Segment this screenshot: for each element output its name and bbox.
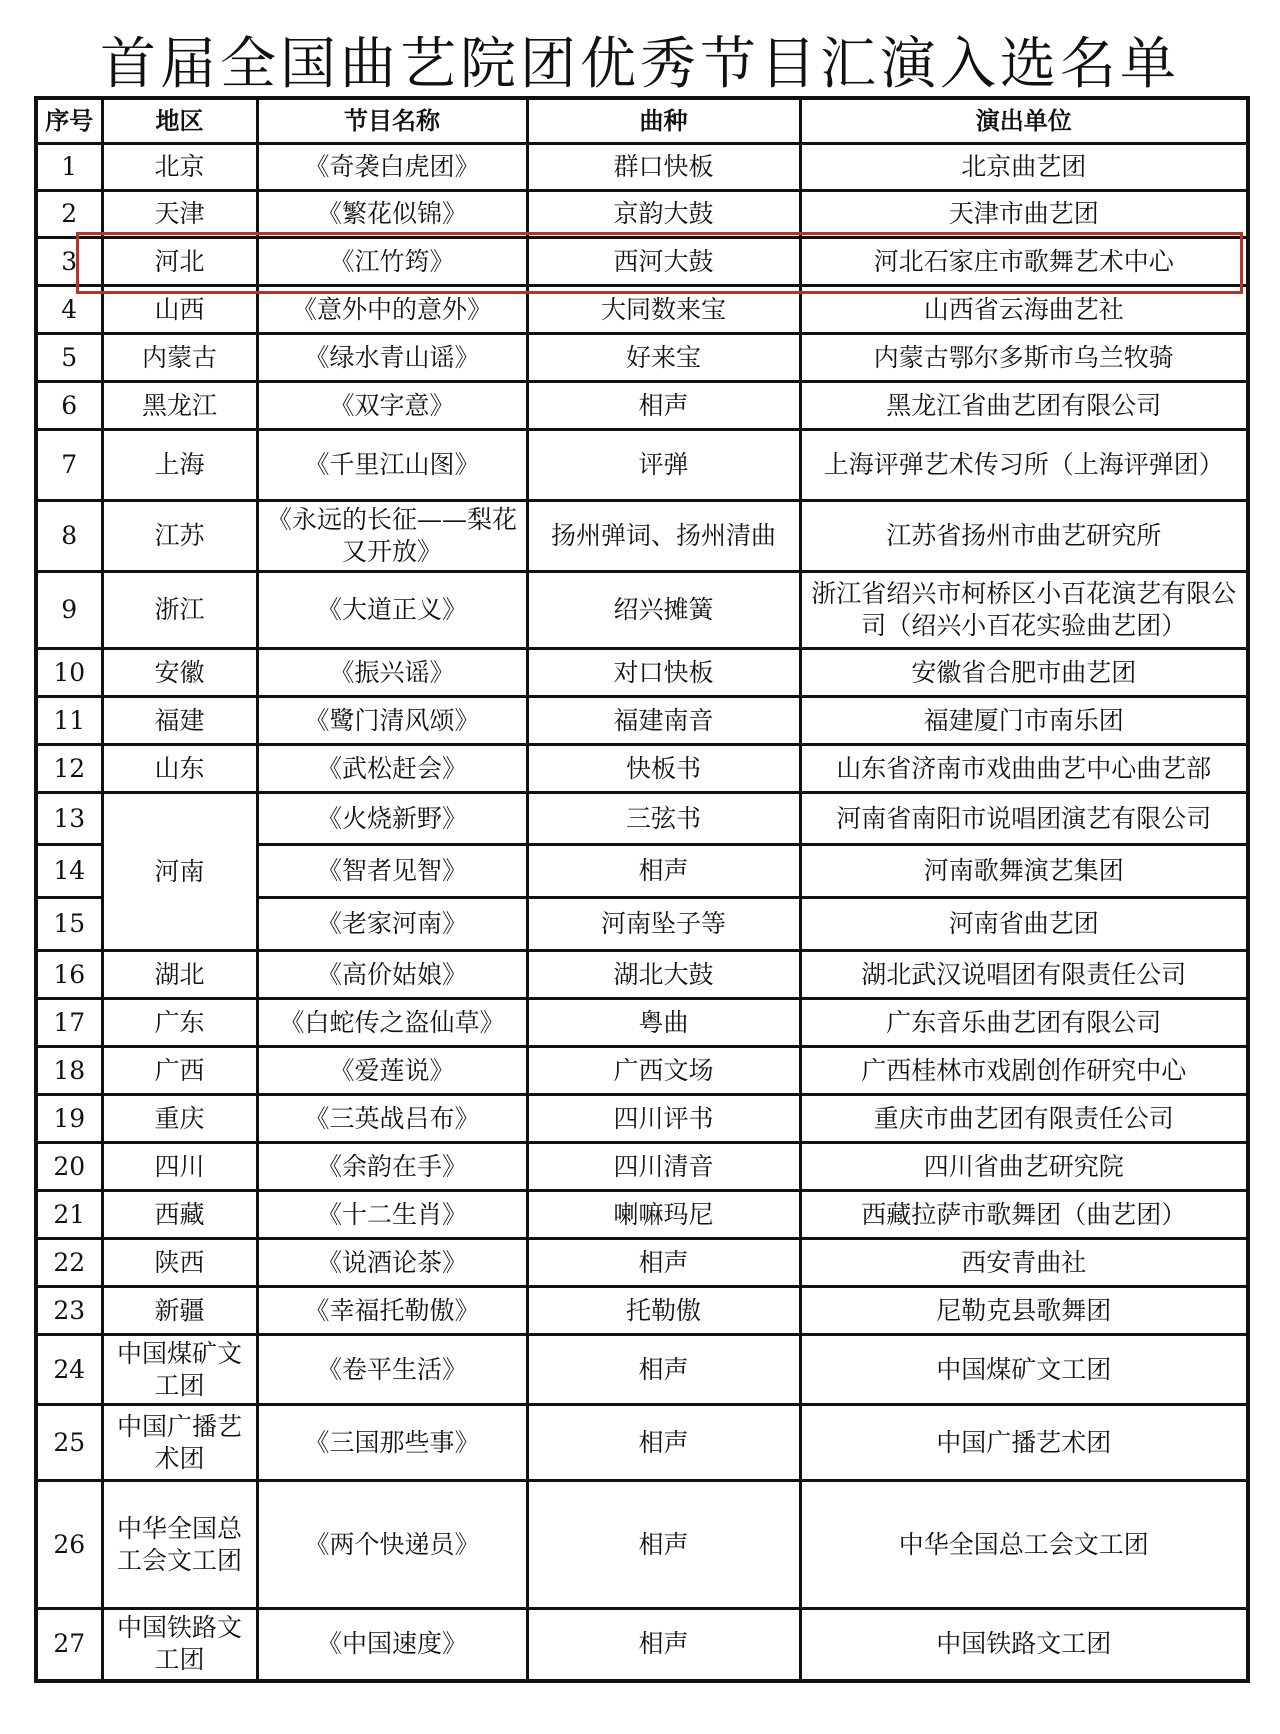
cell-unit: 河南歌舞演艺集团 xyxy=(800,845,1248,898)
table-row xyxy=(36,793,1248,845)
cell-genre: 大同数来宝 xyxy=(527,286,800,334)
cell-no: 20 xyxy=(36,1143,102,1191)
cell-region: 安徽 xyxy=(102,649,257,697)
cell-program: 《振兴谣》 xyxy=(257,649,527,697)
cell-program: 《千里江山图》 xyxy=(257,430,527,501)
cell-region: 河北 xyxy=(102,238,257,286)
cell-region: 四川 xyxy=(102,1143,257,1191)
table-row xyxy=(36,951,1248,999)
cell-region: 新疆 xyxy=(102,1287,257,1335)
cell-program: 《繁花似锦》 xyxy=(257,191,527,238)
table-row xyxy=(36,238,1248,286)
cell-program: 《高价姑娘》 xyxy=(257,951,527,999)
cell-genre: 福建南音 xyxy=(527,697,800,745)
cell-program: 《两个快递员》 xyxy=(257,1481,527,1609)
header-unit: 演出单位 xyxy=(800,98,1248,144)
table-row xyxy=(36,191,1248,238)
cell-no: 18 xyxy=(36,1047,102,1095)
cell-unit: 中华全国总工会文工团 xyxy=(800,1481,1248,1609)
header-program: 节目名称 xyxy=(257,98,527,144)
cell-region: 内蒙古 xyxy=(102,334,257,382)
cell-program: 《卷平生活》 xyxy=(257,1335,527,1405)
cell-program: 《余韵在手》 xyxy=(257,1143,527,1191)
cell-region: 江苏 xyxy=(102,501,257,572)
cell-no: 2 xyxy=(36,191,102,238)
cell-unit: 四川省曲艺研究院 xyxy=(800,1143,1248,1191)
cell-unit: 河北石家庄市歌舞艺术中心 xyxy=(800,238,1248,286)
cell-no: 22 xyxy=(36,1239,102,1287)
cell-region: 中国铁路文工团 xyxy=(102,1609,257,1681)
cell-unit: 河南省南阳市说唱团演艺有限公司 xyxy=(800,793,1248,845)
table-row xyxy=(36,1191,1248,1239)
cell-region: 中华全国总工会文工团 xyxy=(102,1481,257,1609)
table-row xyxy=(36,430,1248,501)
cell-region: 天津 xyxy=(102,191,257,238)
cell-unit: 西藏拉萨市歌舞团（曲艺团） xyxy=(800,1191,1248,1239)
cell-program: 《三国那些事》 xyxy=(257,1405,527,1481)
table-row xyxy=(36,1405,1248,1481)
cell-genre: 四川清音 xyxy=(527,1143,800,1191)
cell-region: 黑龙江 xyxy=(102,382,257,430)
cell-program: 《智者见智》 xyxy=(257,845,527,898)
cell-genre: 广西文场 xyxy=(527,1047,800,1095)
cell-region: 北京 xyxy=(102,144,257,191)
cell-unit: 内蒙古鄂尔多斯市乌兰牧骑 xyxy=(800,334,1248,382)
cell-region: 湖北 xyxy=(102,951,257,999)
table-row xyxy=(36,1609,1248,1681)
table-row xyxy=(36,334,1248,382)
table-row xyxy=(36,697,1248,745)
cell-genre: 京韵大鼓 xyxy=(527,191,800,238)
cell-unit: 中国煤矿文工团 xyxy=(800,1335,1248,1405)
cell-region-merged: 河南 xyxy=(102,793,257,951)
cell-genre: 群口快板 xyxy=(527,144,800,191)
cell-program: 《老家河南》 xyxy=(257,898,527,951)
cell-genre: 扬州弹词、扬州清曲 xyxy=(527,501,800,572)
header-genre: 曲种 xyxy=(527,98,800,144)
cell-program: 《说酒论茶》 xyxy=(257,1239,527,1287)
table-row xyxy=(36,1095,1248,1143)
header-region: 地区 xyxy=(102,98,257,144)
cell-unit: 湖北武汉说唱团有限责任公司 xyxy=(800,951,1248,999)
cell-genre: 对口快板 xyxy=(527,649,800,697)
cell-region: 广东 xyxy=(102,999,257,1047)
cell-region: 浙江 xyxy=(102,572,257,649)
cell-no: 27 xyxy=(36,1609,102,1681)
cell-unit: 江苏省扬州市曲艺研究所 xyxy=(800,501,1248,572)
cell-program: 《双字意》 xyxy=(257,382,527,430)
cell-unit: 山东省济南市戏曲曲艺中心曲艺部 xyxy=(800,745,1248,793)
cell-genre: 三弦书 xyxy=(527,793,800,845)
cell-program: 《幸福托勒傲》 xyxy=(257,1287,527,1335)
cell-genre: 相声 xyxy=(527,1335,800,1405)
cell-unit: 上海评弹艺术传习所（上海评弹团） xyxy=(800,430,1248,501)
cell-genre: 相声 xyxy=(527,1609,800,1681)
cell-genre: 河南坠子等 xyxy=(527,898,800,951)
table-row xyxy=(36,1047,1248,1095)
cell-region: 山东 xyxy=(102,745,257,793)
cell-program: 《奇袭白虎团》 xyxy=(257,144,527,191)
cell-no: 25 xyxy=(36,1405,102,1481)
cell-no: 24 xyxy=(36,1335,102,1405)
table-row xyxy=(36,1143,1248,1191)
cell-no: 26 xyxy=(36,1481,102,1609)
page-title: 首届全国曲艺院团优秀节目汇演入选名单 xyxy=(100,32,1180,97)
cell-program: 《三英战吕布》 xyxy=(257,1095,527,1143)
cell-no: 3 xyxy=(36,238,102,286)
table-row xyxy=(36,572,1248,649)
cell-region: 陕西 xyxy=(102,1239,257,1287)
cell-no: 15 xyxy=(36,898,102,951)
cell-unit: 河南省曲艺团 xyxy=(800,898,1248,951)
cell-region: 福建 xyxy=(102,697,257,745)
table-row xyxy=(36,144,1248,191)
cell-no: 8 xyxy=(36,501,102,572)
cell-genre: 托勒傲 xyxy=(527,1287,800,1335)
cell-genre: 相声 xyxy=(527,1405,800,1481)
cell-region: 中国广播艺术团 xyxy=(102,1405,257,1481)
cell-no: 10 xyxy=(36,649,102,697)
cell-genre: 绍兴摊簧 xyxy=(527,572,800,649)
header-no: 序号 xyxy=(36,98,102,144)
cell-genre: 粤曲 xyxy=(527,999,800,1047)
cell-genre: 快板书 xyxy=(527,745,800,793)
cell-program: 《意外中的意外》 xyxy=(257,286,527,334)
cell-program: 《爱莲说》 xyxy=(257,1047,527,1095)
table-row xyxy=(36,382,1248,430)
table-row xyxy=(36,1239,1248,1287)
cell-no: 12 xyxy=(36,745,102,793)
cell-genre: 评弹 xyxy=(527,430,800,501)
cell-unit: 广东音乐曲艺团有限公司 xyxy=(800,999,1248,1047)
cell-unit: 福建厦门市南乐团 xyxy=(800,697,1248,745)
cell-genre: 相声 xyxy=(527,382,800,430)
cell-no: 6 xyxy=(36,382,102,430)
table-row xyxy=(36,1335,1248,1405)
cell-program: 《鹭门清风颂》 xyxy=(257,697,527,745)
cell-unit: 浙江省绍兴市柯桥区小百花演艺有限公司（绍兴小百花实验曲艺团） xyxy=(800,572,1248,649)
cell-unit: 山西省云海曲艺社 xyxy=(800,286,1248,334)
cell-program: 《绿水青山谣》 xyxy=(257,334,527,382)
table-row xyxy=(36,745,1248,793)
cell-unit: 广西桂林市戏剧创作研究中心 xyxy=(800,1047,1248,1095)
cell-unit: 尼勒克县歌舞团 xyxy=(800,1287,1248,1335)
cell-no: 23 xyxy=(36,1287,102,1335)
cell-program: 《中国速度》 xyxy=(257,1609,527,1681)
cell-genre: 相声 xyxy=(527,845,800,898)
cell-genre: 好来宝 xyxy=(527,334,800,382)
cell-region: 广西 xyxy=(102,1047,257,1095)
table-row xyxy=(36,501,1248,572)
cell-genre: 西河大鼓 xyxy=(527,238,800,286)
cell-no: 9 xyxy=(36,572,102,649)
cell-program: 《永远的长征——梨花又开放》 xyxy=(257,501,527,572)
cell-no: 16 xyxy=(36,951,102,999)
cell-genre: 湖北大鼓 xyxy=(527,951,800,999)
roster-table xyxy=(34,96,1250,1683)
table-row xyxy=(36,1287,1248,1335)
table-header-row xyxy=(36,98,1248,144)
cell-region: 西藏 xyxy=(102,1191,257,1239)
cell-no: 13 xyxy=(36,793,102,845)
table-row xyxy=(36,649,1248,697)
cell-region: 山西 xyxy=(102,286,257,334)
cell-no: 1 xyxy=(36,144,102,191)
cell-unit: 北京曲艺团 xyxy=(800,144,1248,191)
cell-unit: 中国广播艺术团 xyxy=(800,1405,1248,1481)
cell-genre: 相声 xyxy=(527,1481,800,1609)
cell-region: 中国煤矿文工团 xyxy=(102,1335,257,1405)
cell-region: 重庆 xyxy=(102,1095,257,1143)
cell-unit: 西安青曲社 xyxy=(800,1239,1248,1287)
cell-no: 19 xyxy=(36,1095,102,1143)
cell-unit: 中国铁路文工团 xyxy=(800,1609,1248,1681)
cell-unit: 安徽省合肥市曲艺团 xyxy=(800,649,1248,697)
cell-genre: 喇嘛玛尼 xyxy=(527,1191,800,1239)
cell-no: 17 xyxy=(36,999,102,1047)
cell-program: 《火烧新野》 xyxy=(257,793,527,845)
cell-unit: 天津市曲艺团 xyxy=(800,191,1248,238)
cell-no: 21 xyxy=(36,1191,102,1239)
cell-unit: 重庆市曲艺团有限责任公司 xyxy=(800,1095,1248,1143)
cell-no: 5 xyxy=(36,334,102,382)
cell-program: 《江竹筠》 xyxy=(257,238,527,286)
table-row xyxy=(36,1481,1248,1609)
cell-program: 《白蛇传之盗仙草》 xyxy=(257,999,527,1047)
cell-no: 7 xyxy=(36,430,102,501)
table-row xyxy=(36,286,1248,334)
cell-unit: 黑龙江省曲艺团有限公司 xyxy=(800,382,1248,430)
cell-genre: 四川评书 xyxy=(527,1095,800,1143)
cell-genre: 相声 xyxy=(527,1239,800,1287)
cell-program: 《十二生肖》 xyxy=(257,1191,527,1239)
cell-program: 《大道正义》 xyxy=(257,572,527,649)
cell-no: 11 xyxy=(36,697,102,745)
cell-region: 上海 xyxy=(102,430,257,501)
cell-no: 14 xyxy=(36,845,102,898)
cell-program: 《武松赶会》 xyxy=(257,745,527,793)
cell-no: 4 xyxy=(36,286,102,334)
table-row xyxy=(36,999,1248,1047)
